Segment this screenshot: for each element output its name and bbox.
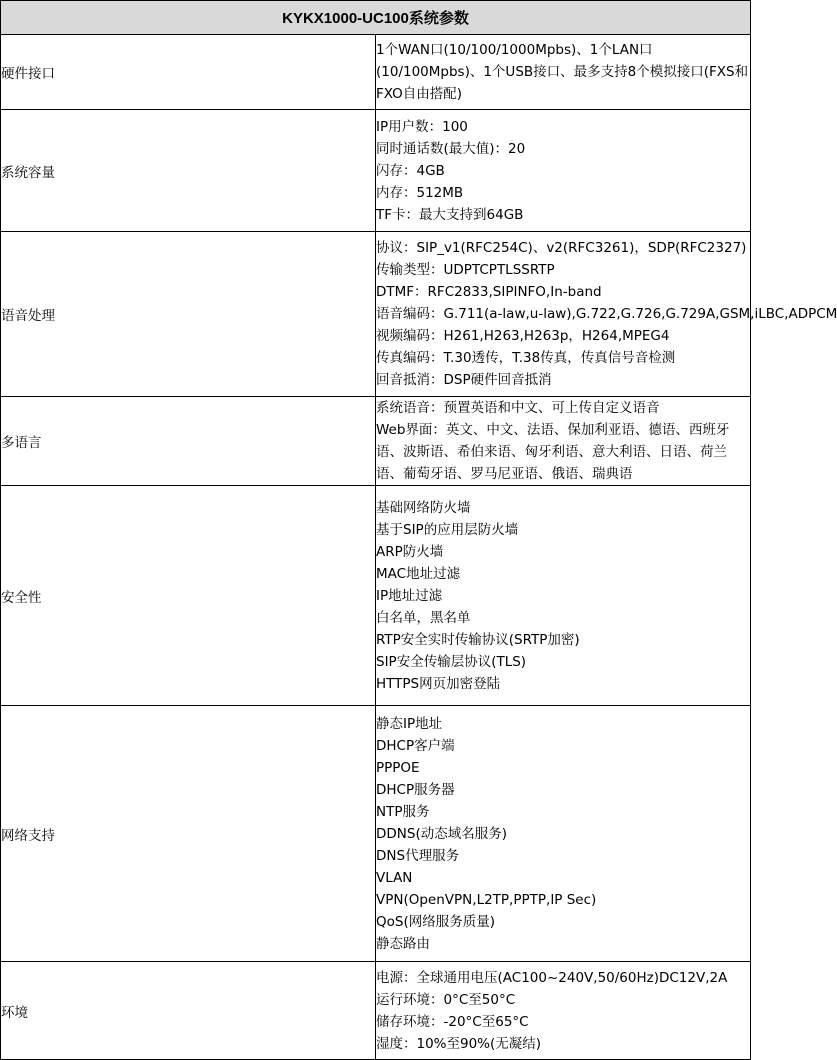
row-value — [376, 486, 751, 706]
value-line: NTP服务 — [376, 803, 430, 820]
value-line: TF卡：最大支持到64GB — [376, 206, 524, 223]
table-title: KYKX1000-UC100系统参数 — [1, 1, 751, 35]
value-line: MAC地址过滤 — [376, 565, 461, 582]
value-line: ARP防火墙 — [376, 543, 444, 560]
value-line: 回音抵消：DSP硬件回音抵消 — [376, 372, 552, 388]
row-security — [1, 486, 751, 706]
row-network-support — [1, 706, 751, 962]
value-line: RTP安全实时传输协议(SRTP加密) — [376, 631, 580, 648]
row-system-capacity — [1, 110, 751, 232]
value-line: 语音编码：G.711(a-law,u-law),G.722,G.726,G.729A,GSM,iLBC,ADPCM — [376, 306, 837, 322]
value-line: IP用户数：100 — [376, 118, 468, 135]
value-line: DDNS(动态域名服务) — [376, 825, 507, 842]
value-line: VLAN — [376, 869, 413, 886]
value-line: 静态IP地址 — [376, 715, 443, 732]
value-line: 电源：全球通用电压(AC100~240V,50/60Hz)DC12V,2A — [376, 969, 728, 986]
row-value — [376, 110, 751, 232]
value-line: QoS(网络服务质量) — [376, 913, 495, 930]
value-line: VPN(OpenVPN,L2TP,PPTP,IP Sec) — [376, 891, 597, 908]
row-label: 多语言 — [1, 397, 376, 486]
value-line: IP地址过滤 — [376, 587, 443, 604]
row-label: 环境 — [1, 962, 376, 1060]
value-line: 传真编码：T.30透传，T.38传真，传真信号音检测 — [376, 350, 676, 366]
value-line: 系统语音：预置英语和中文、可上传自定义语音 — [376, 400, 660, 416]
row-environment — [1, 962, 751, 1060]
value-line: 传输类型：UDPTCPTLSSRTP — [376, 262, 555, 278]
row-value — [376, 962, 751, 1060]
value-line: SIP安全传输层协议(TLS) — [376, 653, 527, 670]
row-label: 系统容量 — [1, 110, 376, 232]
value-line: Web界面：英文、中文、法语、保加利亚语、德语、西班牙语、波斯语、希伯来语、匈牙利语、意大利语、日语、荷兰语、葡萄牙语、罗马尼亚语、俄语、瑞典语 — [376, 422, 730, 482]
value-line: DNS代理服务 — [376, 847, 460, 864]
title-row — [1, 1, 751, 35]
row-value — [376, 706, 751, 962]
row-multi-language — [1, 397, 751, 486]
value-line: 静态路由 — [376, 935, 430, 952]
value-line: 湿度：10%至90%(无凝结) — [376, 1035, 542, 1052]
value-line: 同时通话数(最大值)：20 — [376, 140, 526, 157]
row-label: 安全性 — [1, 486, 376, 706]
value-line: HTTPS网页加密登陆 — [376, 675, 501, 692]
value-line: 基于SIP的应用层防火墙 — [376, 521, 519, 538]
value-line: 内存：512MB — [376, 184, 464, 201]
value-line: DTMF：RFC2833,SIPINFO,In-band — [376, 284, 602, 300]
row-label: 网络支持 — [1, 706, 376, 962]
value-line: 白名单，黑名单 — [376, 609, 471, 626]
value-line: PPPOE — [376, 759, 420, 776]
row-label: 硬件接口 — [1, 35, 376, 110]
value-line: DHCP客户端 — [376, 737, 455, 754]
value-line: DHCP服务器 — [376, 781, 455, 798]
value-line: 基础网络防火墙 — [376, 499, 471, 516]
row-value — [376, 232, 837, 397]
value-line: 储存环境：-20°C至65°C — [376, 1013, 529, 1030]
value-line: 运行环境：0°C至50°C — [376, 991, 516, 1008]
value-line: 闪存：4GB — [376, 162, 445, 179]
value-line: 视频编码：H261,H263,H263p，H264,MPEG4 — [376, 328, 670, 344]
row-label: 语音处理 — [1, 232, 376, 397]
row-value — [376, 35, 751, 110]
value-line: 协议：SIP_v1(RFC254C)、v2(RFC3261)，SDP(RFC2327) — [376, 240, 747, 256]
value-line: 1个WAN口(10/100/1000Mpbs)、1个LAN口(10/100Mpbs)、1个USB接口、最多支持8个模拟接口(FXS和FXO自由搭配) — [376, 42, 749, 102]
row-hardware-interface — [1, 35, 751, 110]
row-value — [376, 397, 751, 486]
row-voice-processing — [1, 232, 751, 397]
